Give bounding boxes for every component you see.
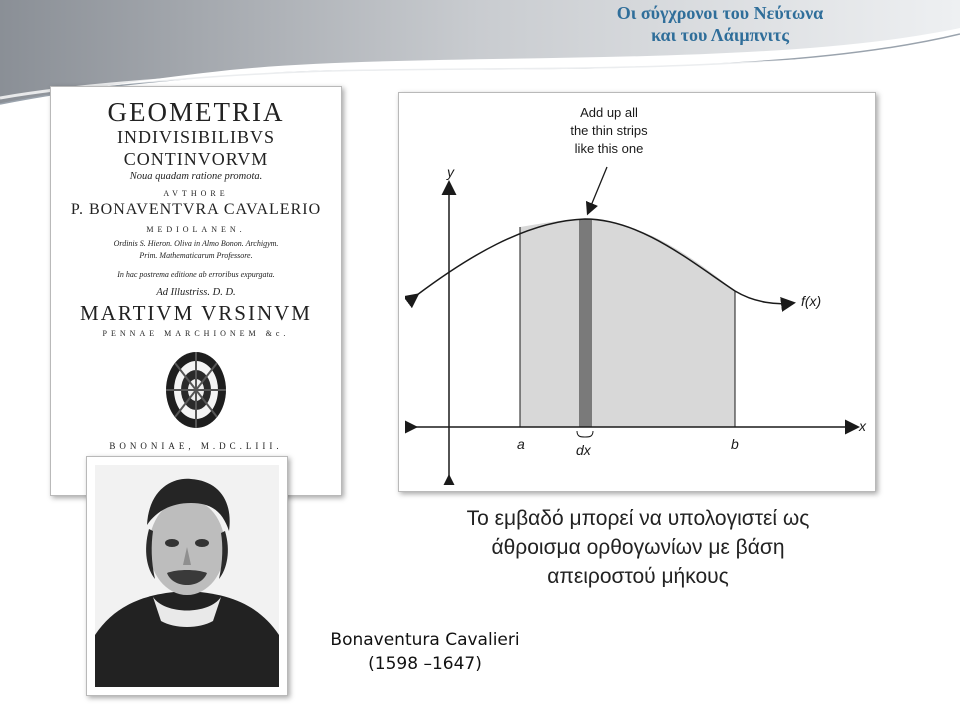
book-line: Ad Illustriss. D. D. xyxy=(156,287,236,298)
annotation-line-1: Add up all xyxy=(580,105,638,120)
portrait-engraving xyxy=(95,465,279,687)
diagram-svg xyxy=(405,99,869,485)
area-under-curve-diagram xyxy=(398,92,876,492)
x-axis-label: x xyxy=(859,418,866,434)
title-line-1: Οι σύγχρονοι του Νεύτωνα xyxy=(616,3,824,23)
annotation-line-3: like this one xyxy=(574,141,644,156)
tick-b-label: b xyxy=(731,436,739,452)
credit-years: (1598 –1647) xyxy=(368,654,482,674)
tick-dx-label: dx xyxy=(576,442,591,458)
book-line: Noua quadam ratione promota. xyxy=(129,171,263,182)
function-label: f(x) xyxy=(801,293,822,309)
book-line: In hac postrema editione ab erroribus expurgata. xyxy=(117,270,275,279)
book-line: AVTHORE xyxy=(163,189,229,198)
book-line: PENNAE MARCHIONEM &c. xyxy=(102,329,290,338)
book-title-page xyxy=(61,95,331,487)
diagram-canvas xyxy=(405,99,869,485)
diagram-caption xyxy=(400,504,876,591)
book-line: INDIVISIBILIBVS xyxy=(117,127,275,147)
portrait-credit xyxy=(300,628,550,676)
caption-line-3: απειροστού μήκους xyxy=(547,565,729,588)
annotation-arrow xyxy=(588,167,607,213)
book-line: P. BONAVENTVRA CAVALERIO xyxy=(70,201,322,218)
book-title-page-image xyxy=(50,86,342,496)
book-line: Prim. Mathematicarum Professore. xyxy=(139,251,253,260)
tick-a-label: a xyxy=(517,436,525,452)
book-line: Ordinis S. Hieron. Oliva in Almo Bonon. Archigym. xyxy=(113,239,279,248)
book-line: CONTINVORVM xyxy=(123,149,269,169)
cavalieri-portrait-image xyxy=(86,456,288,696)
annotation-line-2: the thin strips xyxy=(570,123,648,138)
title-line-2: και του Λάιμπνιτς xyxy=(651,25,789,45)
dx-bracket xyxy=(577,431,593,437)
y-axis-label: y xyxy=(447,164,454,180)
thin-strip xyxy=(579,219,592,427)
credit-name: Bonaventura Cavalieri xyxy=(330,630,520,650)
portrait-illustration xyxy=(95,465,279,687)
book-line: MEDIOLANEN. xyxy=(146,225,246,234)
shaded-region xyxy=(520,219,735,427)
ornament-icon xyxy=(161,347,231,433)
book-line: GEOMETRIA xyxy=(107,97,285,127)
caption-line-2: άθροισμα ορθογωνίων με βάση xyxy=(491,536,785,559)
book-line: BONONIAE, M.DC.LIII. xyxy=(109,441,283,451)
book-line: MARTIVM VRSINVM xyxy=(80,301,312,325)
slide-title xyxy=(560,2,880,46)
caption-line-1: Το εμβαδό μπορεί να υπολογιστεί ως xyxy=(466,507,810,530)
